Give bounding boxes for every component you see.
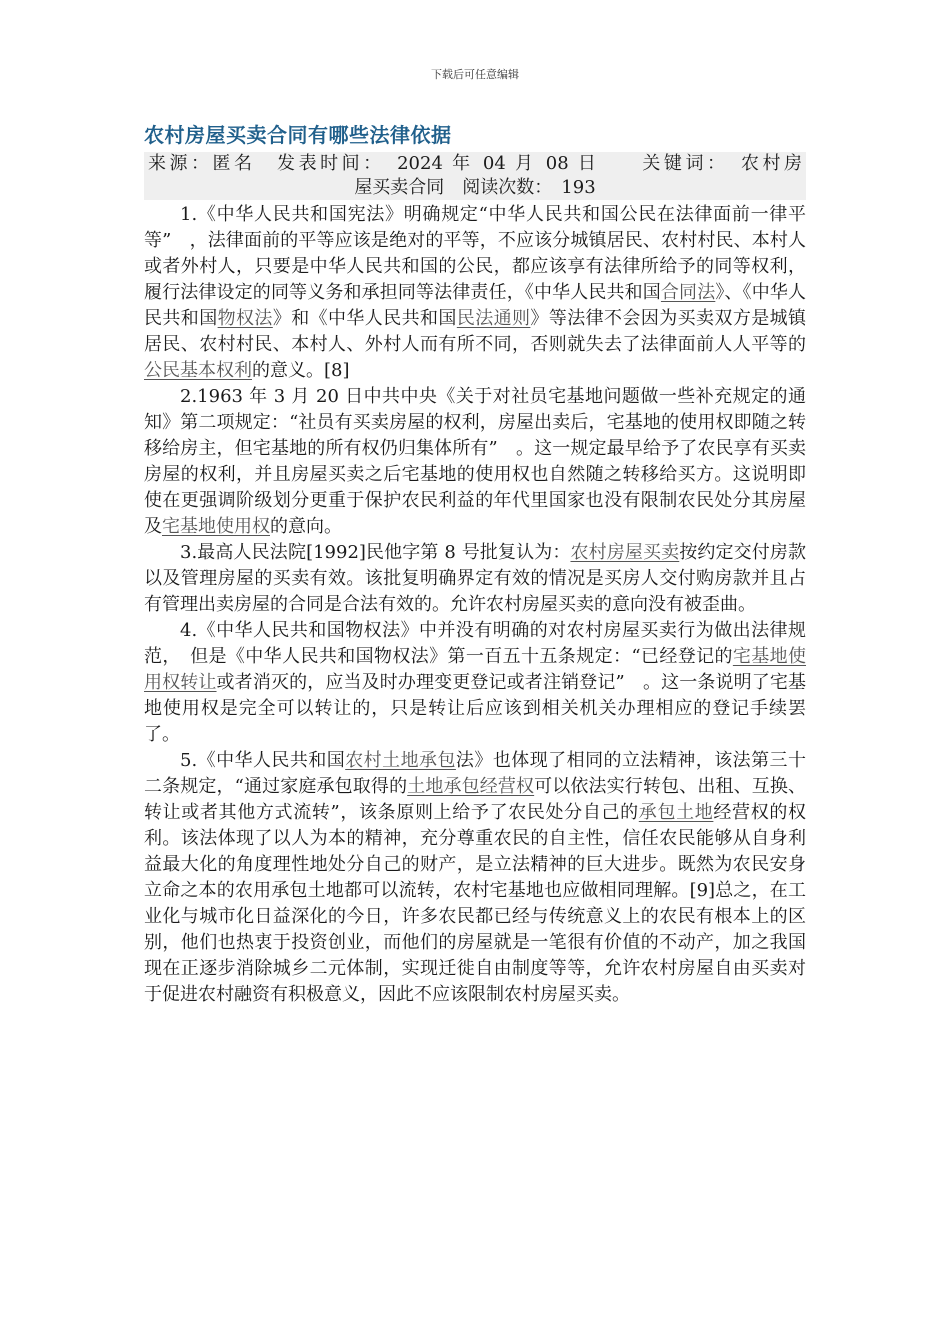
article-meta — [144, 152, 806, 200]
paragraph-text: 2.1963 年 3 月 20 日中共中央《关于对社员宅基地问题做一些补充规定的通知》第二项规定：“社员有买卖房屋的权利，房屋出卖后，宅基地的使用权即随之转移给房主，但宅基地的所有权仍归集体所有” 。这一规定最早给予了农民享有买卖房屋的权利，并且房屋买卖之后宅基地的使用权也自然随之转移给买方。这说明即使在更强调阶级划分更重于保护农民利益的年代里国家也没有限制农民处分其房屋及 — [144, 386, 806, 537]
inline-link[interactable]: 公民基本权利 — [144, 360, 252, 381]
inline-link[interactable]: 农村房屋买卖 — [570, 542, 680, 563]
paragraph-text: 5.《中华人民共和国 — [180, 750, 346, 771]
paragraph — [144, 540, 806, 618]
paragraph-text: 3.最高人民法院[1992]民他字第 8 号批复认为： — [180, 542, 571, 563]
inline-link[interactable]: 宅基地使用权转让 — [144, 646, 807, 693]
article-body — [144, 202, 806, 1008]
inline-link[interactable]: 宅基地使用权 — [162, 516, 270, 537]
paragraph — [144, 202, 806, 384]
paragraph-text: 4.《中华人民共和国物权法》中并没有明确的对农村房屋买卖行为做出法律规范， 但是《中华人民共和国物权法》第一百五十五条规定：“已经登记的 — [144, 620, 806, 667]
paragraph-text: 的意向。 — [270, 516, 342, 537]
header-note: 下载后可任意编辑 — [431, 68, 519, 81]
paragraph-text: 》等法律不会因为买卖双方是城镇居民、农村村民、本村人、外村人而有所不同，否则就失去了法律面前人人平等的 — [144, 308, 807, 355]
paragraph-text: 1.《中华人民共和国宪法》明确规定“中华人民共和国公民在法律面前一律平等” ，法律面前的平等应该是绝对的平等，不应该分城镇居民、农村村民、本村人或者外村人，只要是中华人民共和国的公民，都应该享有法律所给予的同等权利，履行法律设定的同等义务和承担同等法律责任，《中华人民共和国 — [144, 204, 806, 303]
paragraph-text: 》、《中华人民共和国 — [144, 282, 807, 329]
paragraph-text: 》和《中华人民共和国 — [272, 308, 457, 329]
paragraph-text: 或者消灭的，应当及时办理变更登记或者注销登记” 。这一条说明了宅基地使用权是完全可以转让的，只是转让后应该到相关机关办理相应的登记手续罢了。 — [144, 672, 807, 745]
paragraph — [144, 384, 806, 540]
inline-link[interactable]: 民法通则 — [456, 308, 531, 329]
paragraph-text: 可以依法实行转包、出租、互换、转让或者其他方式流转”，该条原则上给予了农民处分自己的 — [144, 776, 807, 823]
article-title: 农村房屋买卖合同有哪些法律依据 — [144, 123, 452, 147]
paragraph — [144, 618, 806, 748]
inline-link[interactable]: 承包土地 — [638, 802, 714, 823]
paragraph-text: 经营权的权利。该法体现了以人为本的精神，充分尊重农民的自主性，信任农民能够从自身利益最大化的角度理性地处分自己的财产，是立法精神的巨大进步。既然为农民安身立命之本的农用承包土地都可以流转，农村宅基地也应做相同理解。[9]总之，在工业化与城市化日益深化的今日，许多农民都已经与传统意义上的农民有根本上的区别，他们也热衷于投资创业，而他们的房屋就是一笔很有价值的不动产，加之我国现在正逐步消除城乡二元体制，实现迁徙自由制度等等，允许农村房屋自由买卖对于促进农村融资有积极意义，因此不应该限制农村房屋买卖。 — [144, 802, 807, 1005]
paragraph — [144, 748, 806, 1008]
paragraph-text: 法》也体现了相同的立法精神，该法第三十二条规定，“通过家庭承包取得的 — [144, 750, 806, 797]
inline-link[interactable]: 物权法 — [217, 308, 273, 329]
meta-line-2: 屋买卖合同 阅读次数： 193 — [354, 177, 596, 198]
inline-link[interactable]: 合同法 — [660, 282, 716, 303]
meta-line-1: 来源：匿名 发表时间： 2024 年 04 月 08 日 关键词： 农村房 — [148, 153, 802, 174]
inline-link[interactable]: 农村土地承包 — [345, 750, 456, 771]
inline-link[interactable]: 土地承包经营权 — [407, 776, 535, 797]
paragraph-text: 按约定交付房款以及管理房屋的买卖有效。该批复明确界定有效的情况是买房人交付购房款并且占有管理出卖房屋的合同是合法有效的。允许农村房屋买卖的意向没有被歪曲。 — [144, 542, 807, 615]
paragraph-text: 的意义。[8] — [252, 360, 350, 381]
article — [144, 120, 806, 1008]
